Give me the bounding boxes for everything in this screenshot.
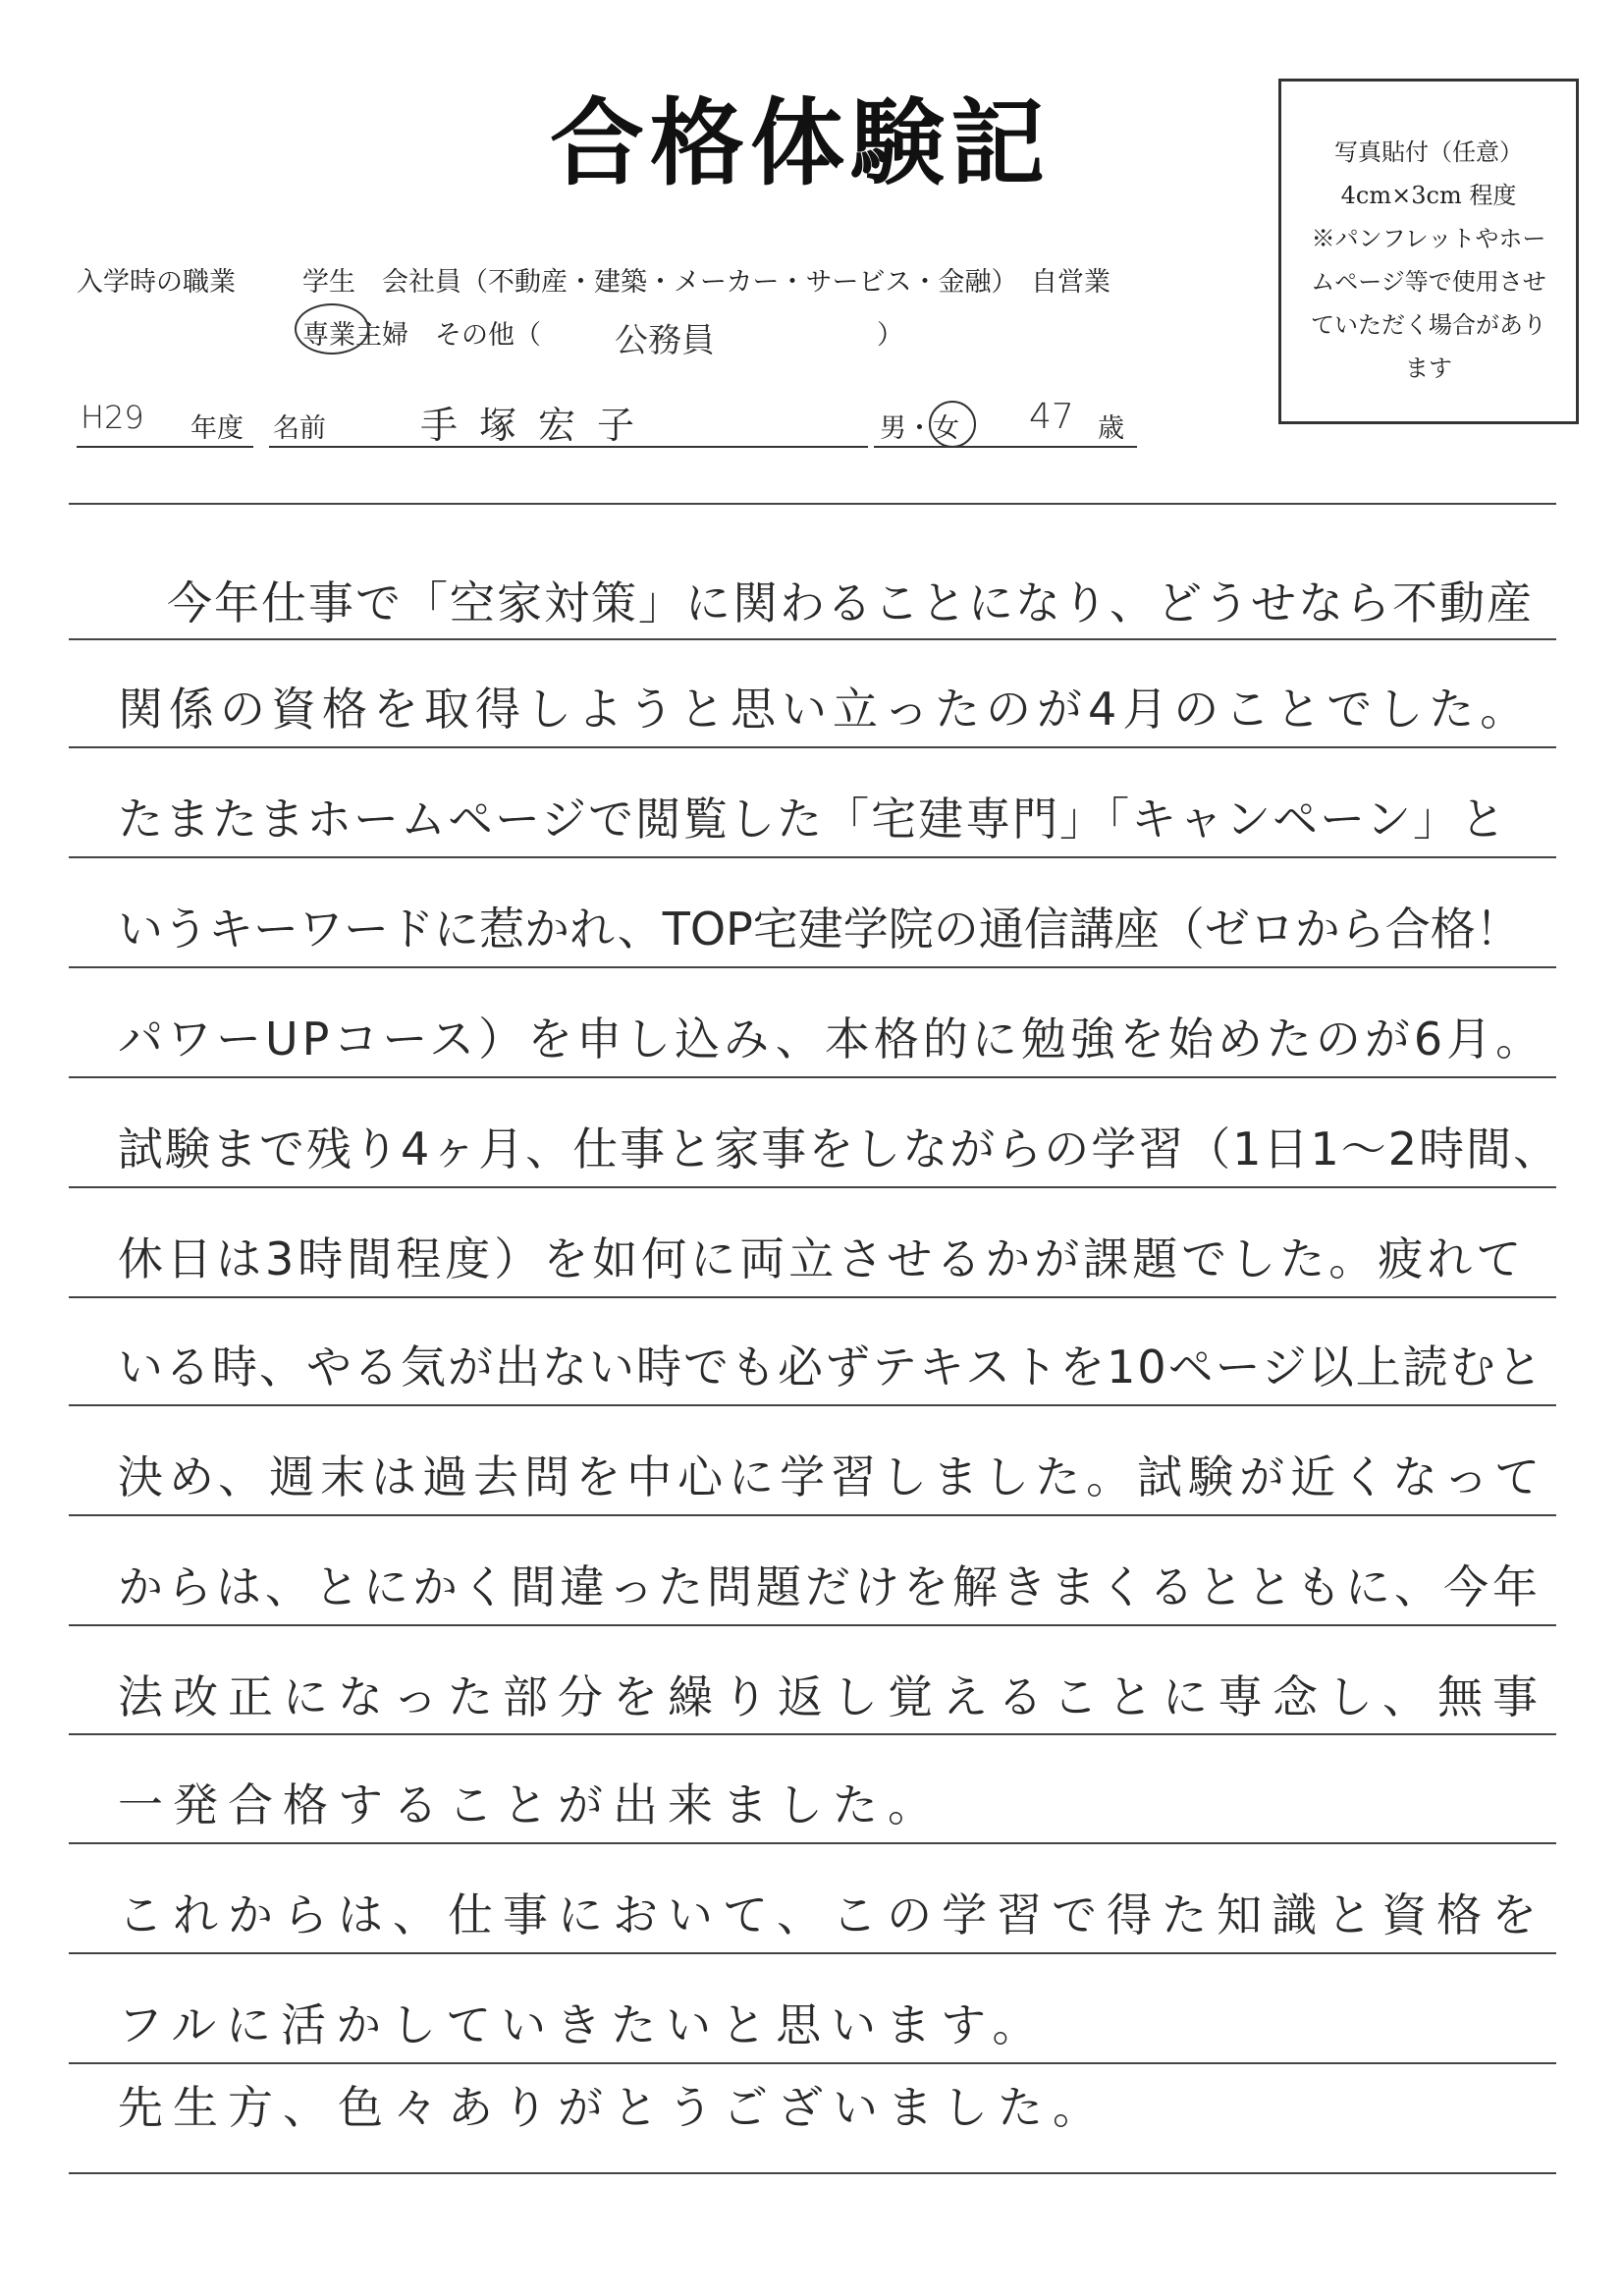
occupation-label: 入学時の職業 <box>77 267 236 298</box>
ruled-line <box>69 1514 1556 1516</box>
photo-attachment-box <box>1278 79 1579 424</box>
essay-line: 一発合格することが出来ました。 <box>118 1778 943 1831</box>
ruled-line <box>69 1842 1556 1844</box>
photo-box-line: ムページ等で使用させ <box>1311 268 1546 296</box>
name-value: 手塚宏子 <box>420 404 657 447</box>
ruled-line <box>69 1186 1556 1188</box>
ruled-line <box>69 856 1556 858</box>
gender-selected-circle <box>929 401 976 448</box>
essay-line: からは、とにかく間違った問題だけを解きまくるとともに、今年 <box>118 1560 1542 1613</box>
applicant-info-row <box>77 397 1147 452</box>
photo-box-line: 4cm×3cm 程度 <box>1340 182 1517 209</box>
essay-line: これからは、仕事において、この学習で得た知識と資格を <box>118 1888 1547 1941</box>
ruled-line <box>69 638 1556 640</box>
occupation-other-value: 公務員 <box>615 321 715 360</box>
essay-line: 関係の資格を取得しようと思い立ったのが4月のことでした。 <box>118 683 1532 736</box>
ruled-line <box>69 2062 1556 2064</box>
page-title: 合格体験記 <box>550 88 1051 198</box>
photo-box-line: ます <box>1405 355 1452 382</box>
age-value: 47 <box>1029 397 1074 437</box>
ruled-line <box>69 1624 1556 1626</box>
essay-line: フルに活かしていきたいと思います。 <box>118 1998 1048 2051</box>
essay-line: 休日は3時間程度）を如何に両立させるかが課題でした。疲れて <box>118 1232 1526 1285</box>
year-label: 年度 <box>190 413 244 444</box>
year-value: H29 <box>81 399 144 436</box>
photo-box-line: ※パンフレットやホー <box>1311 225 1546 252</box>
ruled-line <box>69 746 1556 748</box>
occupation-options-line1: 学生 会社員（不動産・建築・メーカー・サービス・金融） 自営業 <box>302 267 1110 298</box>
ruled-line <box>69 503 1556 505</box>
selected-occupation-circle <box>295 303 369 355</box>
essay-line: いる時、やる気が出ない時でも必ずテキストを10ページ以上読むと <box>118 1340 1544 1394</box>
ruled-line <box>69 1076 1556 1078</box>
occupation-close-paren: ） <box>877 320 903 351</box>
ruled-line <box>69 1296 1556 1298</box>
year-underline <box>77 446 253 448</box>
essay-line: 今年仕事で「空家対策」に関わることになり、どうせなら不動産 <box>167 576 1534 629</box>
gender-label: 男・女 <box>880 413 959 444</box>
ruled-line <box>69 1952 1556 1954</box>
name-label: 名前 <box>273 413 326 444</box>
essay-line: たまたまホームページで閲覧した「宅建専門」「キャンペーン」と <box>118 793 1508 846</box>
gender-age-underline <box>874 446 1137 448</box>
name-underline <box>269 446 868 448</box>
ruled-line <box>69 2172 1556 2174</box>
essay-line: いうキーワードに惹かれ、TOP宅建学院の通信講座（ゼロから合格！ <box>118 902 1521 956</box>
photo-box-line: ていただく場合があり <box>1311 311 1546 339</box>
ruled-line <box>69 1733 1556 1735</box>
ruled-line <box>69 1404 1556 1406</box>
essay-line: 法改正になった部分を繰り返し覚えることに専念し、無事 <box>118 1670 1547 1723</box>
essay-line: 試験まで残り4ヶ月、仕事と家事をしながらの学習（1日1〜2時間、 <box>118 1122 1561 1175</box>
photo-box-line: 写真貼付（任意） <box>1334 138 1523 166</box>
ruled-line <box>69 966 1556 968</box>
essay-line: 先生方、色々ありがとうございました。 <box>118 2081 1108 2134</box>
essay-line: パワーUPコース）を申し込み、本格的に勉強を始めたのが6月。 <box>118 1012 1545 1066</box>
age-label: 歳 <box>1098 413 1124 444</box>
essay-line: 決め、週末は過去問を中心に学習しました。試験が近くなって <box>118 1450 1546 1503</box>
occupation-options-line2: 専業主婦 その他（ <box>302 320 541 351</box>
